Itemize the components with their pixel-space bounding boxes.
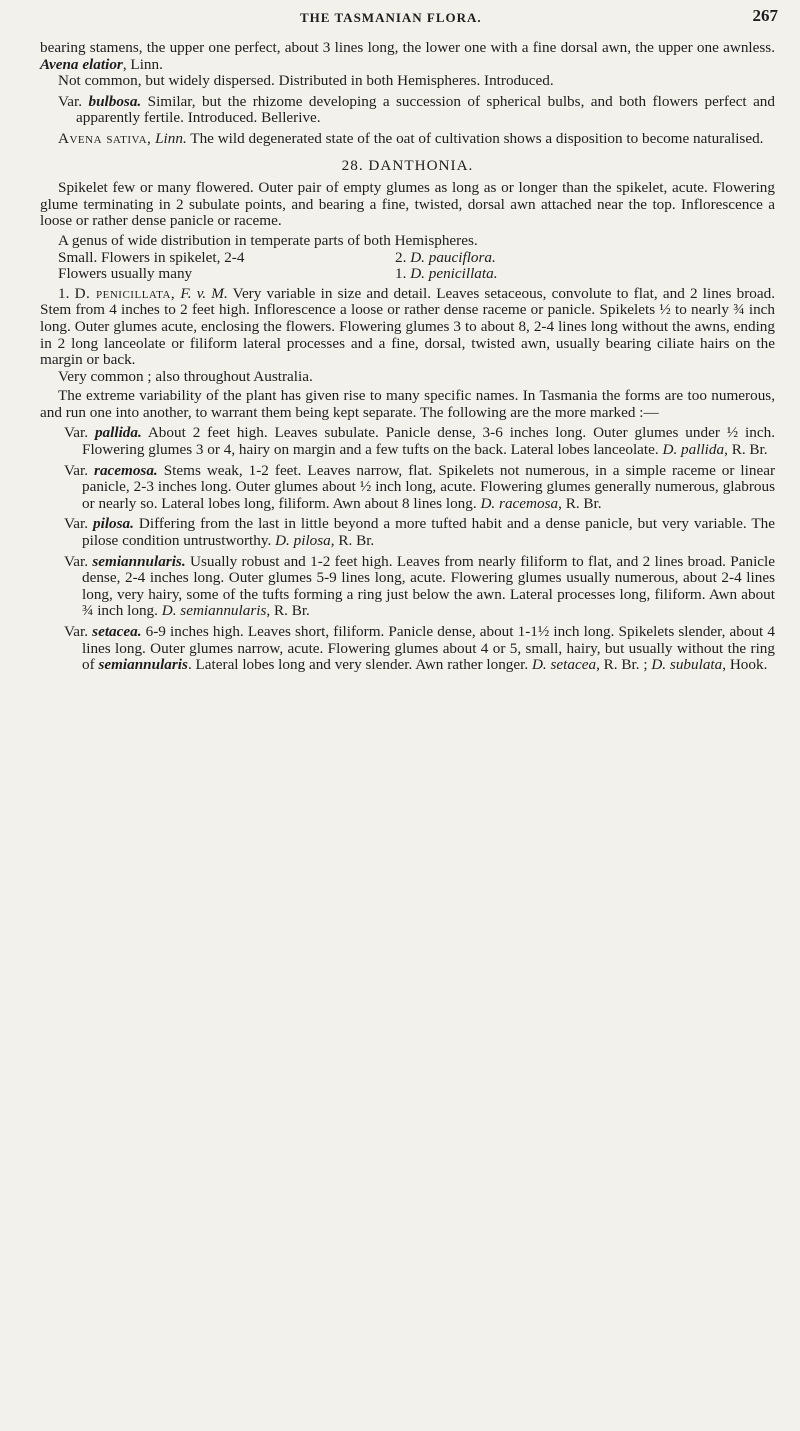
- synonym: D. racemosa: [480, 494, 559, 512]
- distribution-paragraph: Not common, but widely dispersed. Distributed in both Hemispheres. Introduced.: [58, 72, 554, 90]
- authority: Linn.: [151, 129, 187, 147]
- variety-text: Similar, but the rhizome developing a succession of spherical bulbs, and both flowers perfect and apparently fertile. Introduced. Bellerive.: [76, 92, 775, 127]
- variety-racemosa: [40, 463, 775, 513]
- variety-text: Stems weak, 1-2 feet. Leaves narrow, flat. Spikelets not numerous, in a simple raceme or linear panicle, 2-3 inches long. Outer glumes about ½ inch long, acute. Flowering glumes generally numerous, glabrous or nearly so. Lateral lobes long, filiform. Awn about 8 lines long.: [82, 461, 775, 512]
- variety-name: pallida.: [94, 424, 142, 442]
- variety-text: . Lateral lobes long and very slender. Awn rather longer.: [187, 656, 532, 674]
- variety-text: About 2 feet high. Leaves subulate. Panicle dense, 3-6 inches long. Outer glumes under ½ inch. Flowering glumes 3 or 4, hairy on margin and a few tufts on the back. Lateral lobes lanceolate.: [82, 424, 775, 459]
- intro-text: bearing stamens, the upper one perfect, about 3 lines long, the lower one with a fine dorsal awn, the upper one awnless.: [40, 39, 775, 56]
- var-label: Var.: [64, 461, 95, 479]
- variety-name: bulbosa.: [88, 92, 142, 110]
- key-row-1: [40, 250, 775, 267]
- var-label: Var.: [64, 623, 93, 640]
- var-label: Var.: [64, 552, 93, 570]
- synonym: D. setacea: [531, 656, 597, 674]
- synonym-authority: , Hook.: [722, 656, 768, 674]
- var-label: Var.: [58, 92, 89, 110]
- key-result: [395, 250, 605, 267]
- var-label: Var.: [64, 515, 93, 533]
- variety-semiannularis: [40, 554, 775, 620]
- genus-distribution: A genus of wide distribution in temperate parts of both Hemispheres.: [58, 231, 478, 249]
- page-body: [40, 40, 775, 674]
- synonym: D. subulata: [651, 656, 723, 674]
- key-species: D. pauciflora.: [410, 248, 496, 266]
- variety-text: Usually robust and 1-2 feet high. Leaves from nearly filiform to flat, and 2 lines broad. Panicle dense, 2-4 inches long. Outer glumes 5-9 lines long, acute. Flowering glumes usually numerous, about 2-4 lines long, very hairy, some of the tufts forming a ring just below the awn. Lateral processes long, filiform. Awn about ¾ inch long.: [82, 552, 775, 620]
- authority: , Linn.: [122, 55, 163, 73]
- key-species: D. penicillata.: [410, 265, 498, 283]
- synonym: D. pallida: [662, 441, 725, 459]
- key-lead: Flowers usually many: [58, 265, 193, 283]
- synonym-authority: , R. Br. ;: [596, 656, 652, 674]
- species-name: Avena elatior: [40, 55, 123, 73]
- species-number: 1.: [58, 284, 75, 302]
- synonym: D. pilosa: [275, 532, 331, 550]
- genus-description: Spikelet few or many flowered. Outer pair of empty glumes as long as or longer than the spikelet, acute. Flowering glume terminating in 2 subulate points, and bearing a fine, twisted, dorsal awn attached near the top. Inflorescence a loose or rather dense panicle or raceme.: [40, 179, 775, 230]
- running-head: THE TASMANIAN FLORA.: [300, 10, 482, 25]
- variety-pilosa: [40, 516, 775, 549]
- page-number: 267: [752, 6, 778, 25]
- synonym-authority: , R. Br.: [330, 532, 375, 550]
- synonym-authority: , R. Br.: [724, 441, 768, 459]
- species-text: The wild degenerated state of the oat of cultivation shows a disposition to become naturalised.: [186, 129, 764, 147]
- synonym-authority: , R. Br.: [266, 602, 310, 620]
- species-name: Avena sativa,: [58, 129, 152, 147]
- variety-pallida: [40, 425, 775, 458]
- variety-name: semiannularis.: [92, 552, 186, 570]
- key-result: [395, 266, 605, 283]
- synonym: D. semiannularis: [161, 602, 267, 620]
- intro-paragraph: [40, 40, 775, 73]
- variety-name: setacea.: [92, 623, 142, 640]
- synonym-authority: , R. Br.: [558, 494, 602, 512]
- cross-reference: semiannularis: [98, 656, 188, 674]
- variety-text: 6-9 inches high. Leaves short, filiform. Panicle dense, about 1-1½ inch long. Spikelets slender, about 4 lines long. Outer glumes narrow, acute. Flowering glumes about 4 or 5, small, hairy, but usually without the ring of: [82, 623, 775, 674]
- key-number: 1.: [395, 265, 407, 283]
- page-header: [0, 6, 800, 28]
- species-text: Very variable in size and detail. Leaves setaceous, convolute to flat, and 2 lines broad. Stem from 4 inches to 2 feet high. Inflorescence a loose or rather dense raceme or panicle. Spikelets ½ to nearly ¾ inch long. Outer glumes acute, enclosing the flowers. Flowering glumes 3 to about 8, 2-4 lines long without the awns, ending in 2 long lanceolate or filiform lateral processes and a fine, dorsal, twisted awn, usually bearing ciliate hairs on the margin or back.: [40, 284, 775, 369]
- key-number: 2.: [395, 248, 407, 266]
- variability-paragraph: The extreme variability of the plant has given rise to many specific names. In Tasmania the forms are too numerous, and run one into another, to warrant them being kept separate. The following are the more marked :—: [40, 387, 775, 421]
- variety-text: Differing from the last in little beyond a more tufted habit and a dense panicle, but very variable. The pilose condition untrustworthy.: [82, 515, 775, 550]
- variety-name: racemosa.: [94, 461, 158, 479]
- var-label: Var.: [64, 424, 95, 442]
- variety-bulbosa: [40, 94, 775, 127]
- genus-heading: 28. DANTHONIA.: [341, 156, 474, 174]
- avena-sativa-paragraph: [40, 131, 775, 148]
- key-row-2: [40, 266, 775, 283]
- species-name: D. penicillata,: [74, 284, 176, 302]
- authority: F. v. M.: [175, 284, 228, 302]
- key-lead: Small. Flowers in spikelet, 2-4: [58, 248, 245, 266]
- species-1-paragraph: [40, 286, 775, 369]
- species-1-distribution: Very common ; also throughout Australia.: [58, 367, 313, 385]
- variety-setacea: [40, 624, 775, 674]
- variety-name: pilosa.: [93, 515, 134, 533]
